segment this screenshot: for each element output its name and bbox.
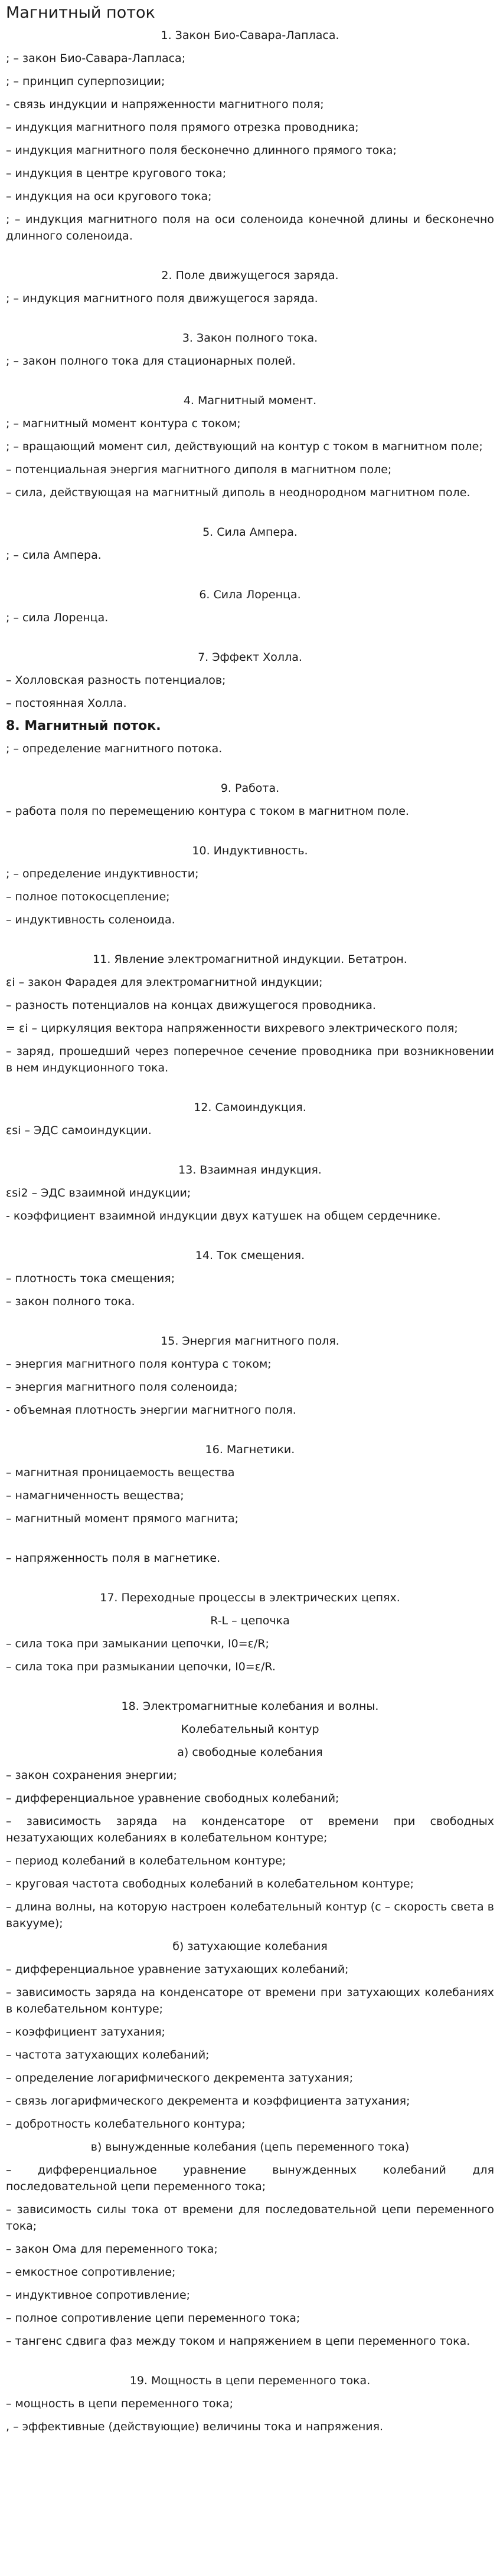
formula-line: ; – закон Био-Савара-Лапласа; bbox=[6, 52, 186, 65]
section-title: 1. Закон Био-Савара-Лапласа. bbox=[161, 29, 339, 42]
formula-line: ; – индукция магнитного поля на оси соленоида конечной длины и бесконечно длинного соленоида. bbox=[6, 213, 494, 242]
formula-line: , – эффективные (действующие) величины тока и напряжения. bbox=[6, 2420, 384, 2433]
section bbox=[6, 1083, 494, 1139]
section bbox=[6, 632, 494, 712]
formula-line: ; – определение магнитного потока. bbox=[6, 742, 223, 755]
formula-line: ; – закон полного тока для стационарных полей. bbox=[6, 355, 296, 368]
formula-line: – сила тока при замыкании цепочки, I0=ε/R; bbox=[6, 1637, 269, 1650]
section-gap bbox=[6, 1425, 494, 1441]
formula-line: – закон Ома для переменного тока; bbox=[6, 2243, 218, 2256]
section bbox=[6, 313, 494, 369]
formula-line: – длина волны, на которую настроен колебательный контур (с – скорость света в вакууме); bbox=[6, 1900, 494, 1930]
section bbox=[6, 1316, 494, 1418]
section-title: 7. Эффект Холла. bbox=[198, 651, 302, 664]
section bbox=[6, 570, 494, 626]
formula-line: – напряженность поля в магнетике. bbox=[6, 1552, 221, 1565]
section-gap bbox=[6, 1682, 494, 1698]
section-title: 10. Индуктивность. bbox=[192, 844, 308, 857]
formula-line: – магнитный момент прямого магнита; bbox=[6, 1512, 239, 1525]
section-gap bbox=[6, 251, 494, 267]
section bbox=[6, 1573, 494, 1675]
formula-line: = εi – циркуляция вектора напряженности вихревого электрического поля; bbox=[6, 1022, 458, 1035]
formula-line: – полное потокосцепление; bbox=[6, 890, 170, 903]
document-title: Магнитный поток bbox=[6, 4, 155, 22]
formula-line: – полное сопротивление цепи переменного тока; bbox=[6, 2312, 300, 2325]
section-gap bbox=[6, 935, 494, 951]
section bbox=[6, 251, 494, 307]
formula-line: – емкостное сопротивление; bbox=[6, 2266, 176, 2279]
section-title: 3. Закон полного тока. bbox=[182, 332, 318, 345]
formula-line: – разность потенциалов на концах движущегося проводника. bbox=[6, 999, 376, 1012]
section-gap bbox=[6, 632, 494, 649]
formula-line: ; – сила Лоренца. bbox=[6, 611, 109, 624]
section-title: 17. Переходные процессы в электрических цепях. bbox=[100, 1591, 400, 1604]
formula-line: – зависимость силы тока от времени для последовательной цепи переменного тока; bbox=[6, 2203, 494, 2233]
formula-line: – энергия магнитного поля контура с током; bbox=[6, 1358, 272, 1371]
section-gap bbox=[6, 2356, 494, 2372]
section-title: 11. Явление электромагнитной индукции. Бетатрон. bbox=[93, 953, 407, 966]
formula-line: – индукция магнитного поля бесконечно длинного прямого тока; bbox=[6, 144, 397, 157]
section-title: 2. Поле движущегося заряда. bbox=[161, 269, 339, 282]
section bbox=[6, 507, 494, 563]
section-title: 4. Магнитный момент. bbox=[183, 394, 317, 407]
formula-line: – добротность колебательного контура; bbox=[6, 2118, 246, 2131]
formula-line: – плотность тока смещения; bbox=[6, 1272, 175, 1285]
sections-container bbox=[6, 27, 494, 2435]
section-gap bbox=[6, 1083, 494, 1099]
formula-line: – заряд, прошедший через поперечное сечение проводника при возникновении в нем индукционного тока. bbox=[6, 1045, 494, 1074]
section-title: 6. Сила Лоренца. bbox=[199, 588, 301, 601]
formula-line: – период колебаний в колебательном контуре; bbox=[6, 1854, 286, 1867]
formula-line: – индукция в центре кругового тока; bbox=[6, 167, 227, 180]
formula-line: – сила, действующая на магнитный диполь в неоднородном магнитном поле. bbox=[6, 486, 470, 499]
section-gap bbox=[6, 1573, 494, 1589]
section-title: 19. Мощность в цепи переменного тока. bbox=[129, 2374, 371, 2387]
section-gap bbox=[6, 376, 494, 392]
formula-line: – магнитная проницаемость вещества bbox=[6, 1466, 235, 1479]
section-gap bbox=[6, 1145, 494, 1162]
formula-line: – зависимость заряда на конденсаторе от времени при затухающих колебаниях в колебательном контуре; bbox=[6, 1986, 494, 2015]
formula-line: – закон полного тока. bbox=[6, 1295, 135, 1308]
formula-line: εi – закон Фарадея для электромагнитной индукции; bbox=[6, 976, 323, 989]
section-gap bbox=[6, 570, 494, 586]
section-title: 14. Ток смещения. bbox=[195, 1249, 305, 1262]
formula-line: ; – вращающий момент сил, действующий на контур с током в магнитном поле; bbox=[6, 440, 483, 453]
section-gap bbox=[6, 763, 494, 780]
formula-line: - коэффициент взаимной индукции двух катушек на общем сердечнике. bbox=[6, 1210, 441, 1223]
section-gap bbox=[6, 1316, 494, 1333]
section-gap bbox=[6, 826, 494, 843]
formula-line: – намагниченность вещества; bbox=[6, 1489, 184, 1502]
section bbox=[6, 1145, 494, 1224]
formula-line: – зависимость заряда на конденсаторе от времени при свободных незатухающих колебаниях в колебательном контуре; bbox=[6, 1815, 494, 1844]
section bbox=[6, 763, 494, 820]
section bbox=[6, 27, 494, 244]
formula-line: - объемная плотность энергии магнитного поля. bbox=[6, 1404, 296, 1417]
section bbox=[6, 826, 494, 928]
formula-line: – индукция магнитного поля прямого отрезка проводника; bbox=[6, 121, 359, 134]
section-title: 16. Магнетики. bbox=[205, 1443, 295, 1456]
section bbox=[6, 1682, 494, 2349]
formula-line: – Холловская разность потенциалов; bbox=[6, 674, 226, 687]
formula-line: – дифференциальное уравнение затухающих колебаний; bbox=[6, 1963, 349, 1976]
section bbox=[6, 718, 494, 757]
section-gap bbox=[6, 507, 494, 524]
formula-line: – постоянная Холла. bbox=[6, 697, 127, 710]
section-title: 8. Магнитный поток. bbox=[6, 719, 161, 733]
subsection-title: а) свободные колебания bbox=[177, 1746, 323, 1759]
formula-line: – энергия магнитного поля соленоида; bbox=[6, 1381, 238, 1394]
formula-line: – закон сохранения энергии; bbox=[6, 1769, 177, 1782]
subsection-title: R-L – цепочка bbox=[210, 1614, 290, 1627]
section-title: 15. Энергия магнитного поля. bbox=[161, 1335, 339, 1348]
formula-line: – работа поля по перемещению контура с током в магнитном поле. bbox=[6, 805, 409, 818]
subsection-title: в) вынужденные колебания (цепь переменного тока) bbox=[90, 2141, 410, 2154]
section bbox=[6, 376, 494, 501]
formula-line: – сила тока при размыкании цепочки, I0=ε/R. bbox=[6, 1660, 276, 1673]
formula-line: ; – индукция магнитного поля движущегося заряда. bbox=[6, 292, 318, 305]
section bbox=[6, 1425, 494, 1566]
formula-line: – мощность в цепи переменного тока; bbox=[6, 2397, 234, 2410]
section-gap bbox=[6, 313, 494, 330]
formula-line: – индуктивность соленоида. bbox=[6, 913, 175, 926]
formula-line: – связь логарифмического декремента и коэффициента затухания; bbox=[6, 2095, 410, 2108]
section-title: 18. Электромагнитные колебания и волны. bbox=[121, 1700, 379, 1713]
section-title: 5. Сила Ампера. bbox=[202, 526, 298, 539]
section bbox=[6, 1231, 494, 1310]
formula-line: – определение логарифмического декремента затухания; bbox=[6, 2072, 354, 2085]
formula-line: ; – магнитный момент контура с током; bbox=[6, 417, 241, 430]
formula-line: – дифференциальное уравнение вынужденных колебаний для последовательной цепи переменного тока; bbox=[6, 2164, 494, 2193]
spacer bbox=[6, 1533, 494, 1550]
formula-line: – индукция на оси кругового тока; bbox=[6, 190, 212, 203]
subsection-title: б) затухающие колебания bbox=[172, 1940, 328, 1953]
formula-line: – индуктивное сопротивление; bbox=[6, 2289, 191, 2302]
formula-line: – дифференциальное уравнение свободных колебаний; bbox=[6, 1792, 339, 1805]
section-title: 13. Взаимная индукция. bbox=[178, 1164, 322, 1176]
formula-line: ; – принцип суперпозиции; bbox=[6, 75, 165, 88]
formula-line: εsi – ЭДС самоиндукции. bbox=[6, 1124, 152, 1137]
formula-line: – тангенс сдвига фаз между током и напряжением в цепи переменного тока. bbox=[6, 2335, 470, 2348]
section bbox=[6, 2356, 494, 2435]
formula-line: - связь индукции и напряженности магнитного поля; bbox=[6, 98, 324, 111]
formula-line: – потенциальная энергия магнитного диполя в магнитном поле; bbox=[6, 463, 392, 476]
section-title: 12. Самоиндукция. bbox=[194, 1101, 306, 1114]
section-title: 9. Работа. bbox=[220, 782, 280, 795]
section bbox=[6, 935, 494, 1076]
formula-line: ; – сила Ампера. bbox=[6, 549, 102, 562]
subsection-title: Колебательный контур bbox=[181, 1723, 319, 1736]
formula-line: εsi2 – ЭДС взаимной индукции; bbox=[6, 1187, 191, 1199]
formula-line: – частота затухающих колебаний; bbox=[6, 2049, 210, 2062]
section-gap bbox=[6, 1231, 494, 1247]
formula-line: – круговая частота свободных колебаний в колебательном контуре; bbox=[6, 1877, 414, 1890]
formula-line: ; – определение индуктивности; bbox=[6, 867, 199, 880]
formula-line: – коэффициент затухания; bbox=[6, 2026, 165, 2038]
